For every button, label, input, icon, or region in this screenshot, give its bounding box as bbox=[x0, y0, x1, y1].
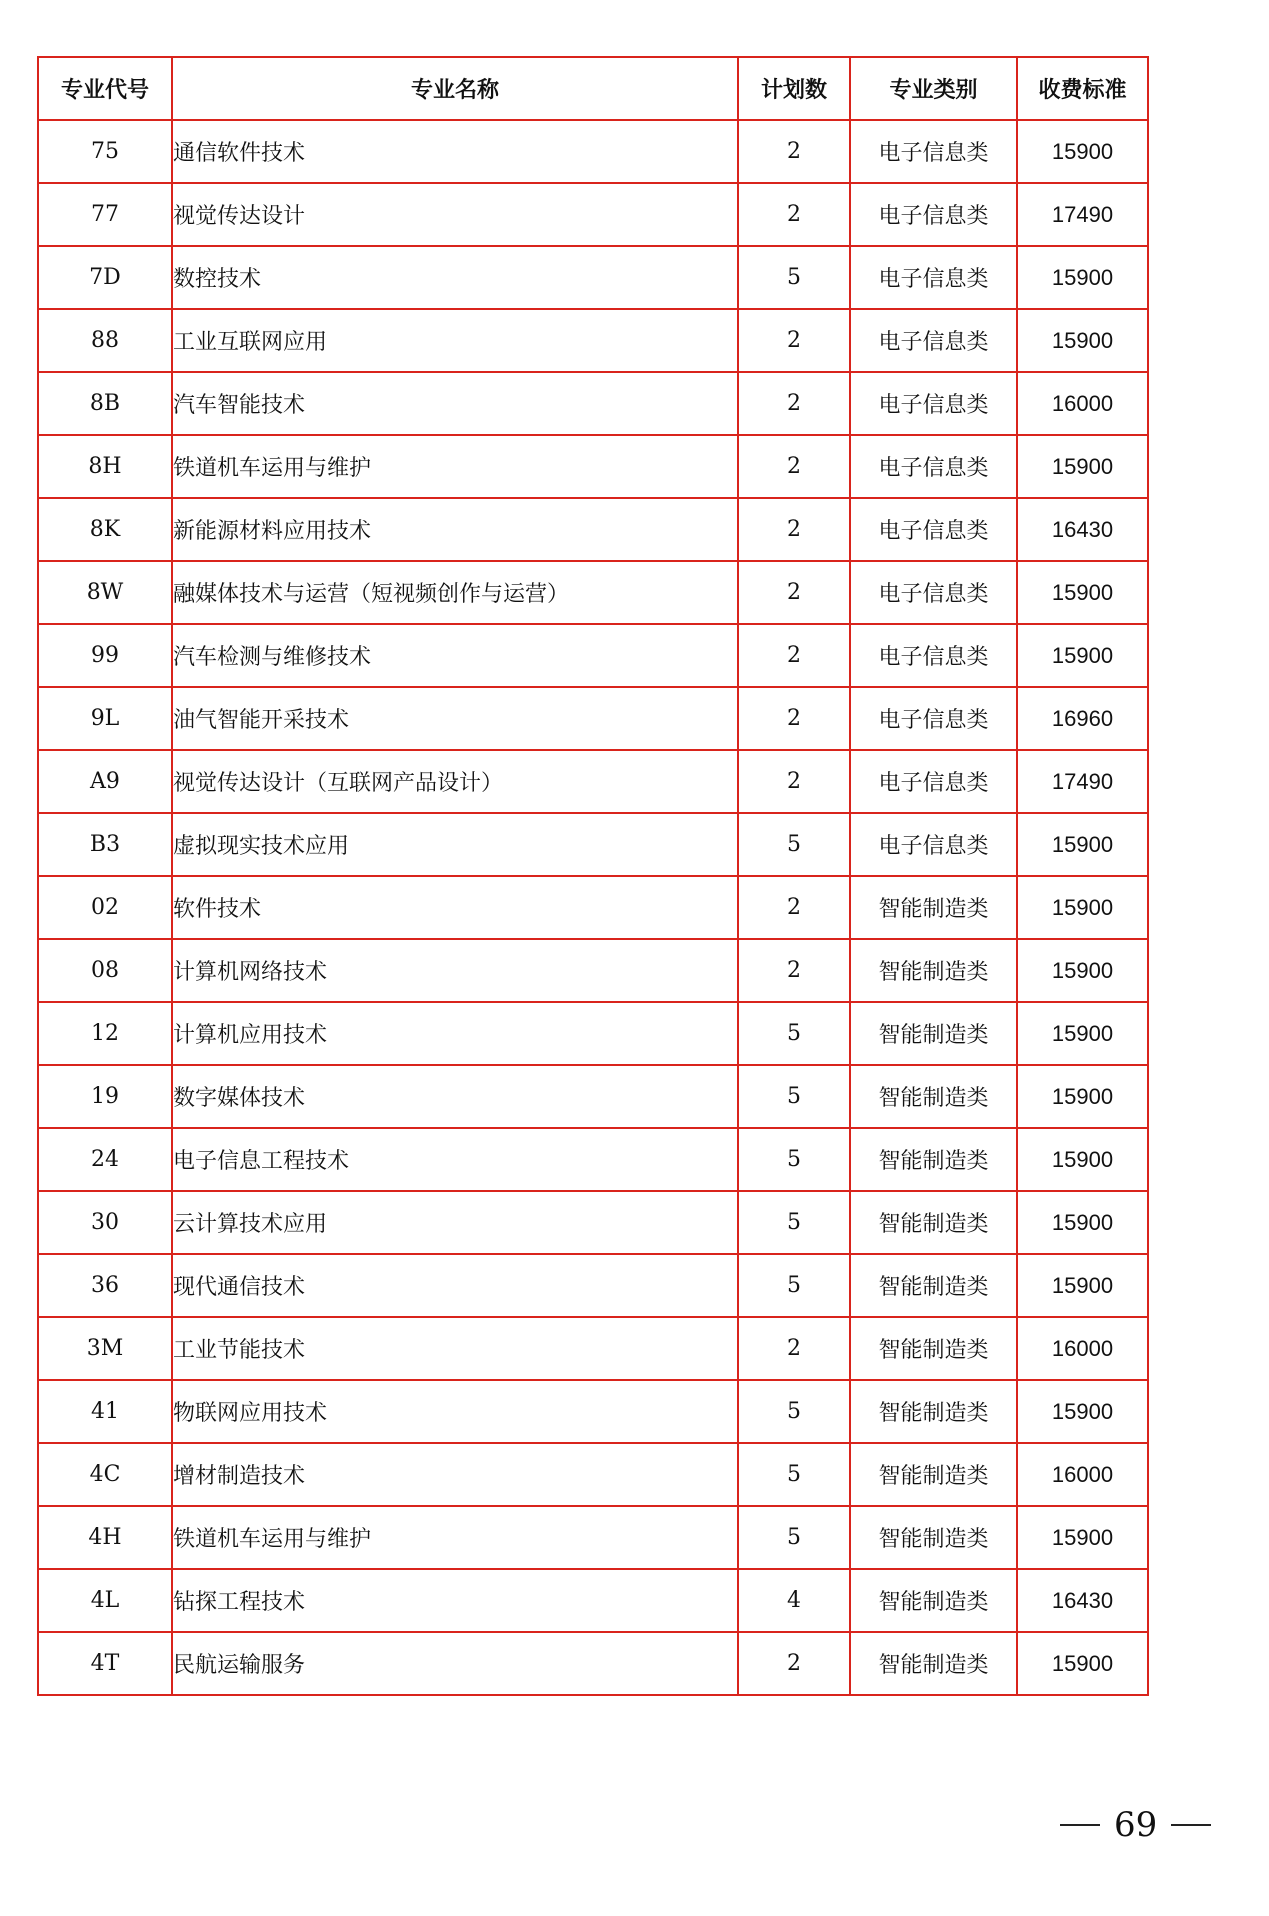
cell-major-category: 电子信息类 bbox=[850, 687, 1017, 750]
cell-major-category: 智能制造类 bbox=[850, 1443, 1017, 1506]
table-row bbox=[38, 246, 1148, 309]
cell-major-category: 智能制造类 bbox=[850, 1632, 1017, 1695]
table-row bbox=[38, 498, 1148, 561]
cell-major-category: 电子信息类 bbox=[850, 372, 1017, 435]
cell-fee-standard: 15900 bbox=[1017, 876, 1148, 939]
table-row bbox=[38, 372, 1148, 435]
cell-major-name: 增材制造技术 bbox=[172, 1443, 738, 1506]
cell-major-code: 4C bbox=[38, 1443, 172, 1506]
table-row bbox=[38, 1569, 1148, 1632]
cell-fee-standard: 15900 bbox=[1017, 1632, 1148, 1695]
cell-major-name: 融媒体技术与运营（短视频创作与运营） bbox=[172, 561, 738, 624]
table-row bbox=[38, 876, 1148, 939]
cell-plan-count: 5 bbox=[738, 1128, 850, 1191]
cell-major-code: 4H bbox=[38, 1506, 172, 1569]
cell-major-category: 智能制造类 bbox=[850, 1506, 1017, 1569]
cell-major-name: 新能源材料应用技术 bbox=[172, 498, 738, 561]
cell-major-name: 汽车智能技术 bbox=[172, 372, 738, 435]
cell-major-category: 电子信息类 bbox=[850, 120, 1017, 183]
cell-major-code: 77 bbox=[38, 183, 172, 246]
cell-major-category: 智能制造类 bbox=[850, 1317, 1017, 1380]
cell-fee-standard: 15900 bbox=[1017, 435, 1148, 498]
cell-major-code: 08 bbox=[38, 939, 172, 1002]
cell-major-name: 工业互联网应用 bbox=[172, 309, 738, 372]
cell-plan-count: 2 bbox=[738, 183, 850, 246]
cell-major-name: 民航运输服务 bbox=[172, 1632, 738, 1695]
cell-major-name: 云计算技术应用 bbox=[172, 1191, 738, 1254]
cell-plan-count: 5 bbox=[738, 246, 850, 309]
table-row bbox=[38, 1065, 1148, 1128]
table-row bbox=[38, 1317, 1148, 1380]
cell-fee-standard: 16000 bbox=[1017, 372, 1148, 435]
cell-plan-count: 5 bbox=[738, 1191, 850, 1254]
table-row bbox=[38, 813, 1148, 876]
cell-major-category: 电子信息类 bbox=[850, 183, 1017, 246]
cell-major-code: 41 bbox=[38, 1380, 172, 1443]
cell-fee-standard: 15900 bbox=[1017, 120, 1148, 183]
cell-plan-count: 4 bbox=[738, 1569, 850, 1632]
cell-fee-standard: 15900 bbox=[1017, 1002, 1148, 1065]
cell-major-category: 智能制造类 bbox=[850, 1002, 1017, 1065]
cell-major-name: 电子信息工程技术 bbox=[172, 1128, 738, 1191]
cell-plan-count: 2 bbox=[738, 561, 850, 624]
cell-plan-count: 2 bbox=[738, 498, 850, 561]
table-row bbox=[38, 1254, 1148, 1317]
cell-major-code: 8W bbox=[38, 561, 172, 624]
cell-plan-count: 5 bbox=[738, 1443, 850, 1506]
table-row bbox=[38, 120, 1148, 183]
cell-plan-count: 2 bbox=[738, 435, 850, 498]
cell-major-name: 油气智能开采技术 bbox=[172, 687, 738, 750]
cell-major-code: 36 bbox=[38, 1254, 172, 1317]
cell-major-category: 智能制造类 bbox=[850, 1128, 1017, 1191]
cell-major-category: 电子信息类 bbox=[850, 309, 1017, 372]
table-row bbox=[38, 939, 1148, 1002]
cell-fee-standard: 15900 bbox=[1017, 1254, 1148, 1317]
cell-major-category: 电子信息类 bbox=[850, 435, 1017, 498]
right-dash bbox=[1171, 1824, 1211, 1826]
table-row bbox=[38, 1002, 1148, 1065]
cell-fee-standard: 16960 bbox=[1017, 687, 1148, 750]
header-plan-count: 计划数 bbox=[738, 57, 850, 120]
cell-major-name: 数控技术 bbox=[172, 246, 738, 309]
cell-plan-count: 2 bbox=[738, 120, 850, 183]
table-row bbox=[38, 1191, 1148, 1254]
cell-plan-count: 2 bbox=[738, 687, 850, 750]
cell-fee-standard: 15900 bbox=[1017, 309, 1148, 372]
cell-major-code: 7D bbox=[38, 246, 172, 309]
cell-major-name: 汽车检测与维修技术 bbox=[172, 624, 738, 687]
cell-fee-standard: 15900 bbox=[1017, 1128, 1148, 1191]
cell-major-category: 电子信息类 bbox=[850, 624, 1017, 687]
cell-fee-standard: 17490 bbox=[1017, 183, 1148, 246]
cell-major-name: 物联网应用技术 bbox=[172, 1380, 738, 1443]
cell-major-name: 工业节能技术 bbox=[172, 1317, 738, 1380]
enrollment-plan-table bbox=[37, 56, 1149, 1696]
table-row bbox=[38, 624, 1148, 687]
cell-plan-count: 2 bbox=[738, 309, 850, 372]
cell-plan-count: 2 bbox=[738, 1317, 850, 1380]
cell-major-code: 4L bbox=[38, 1569, 172, 1632]
cell-plan-count: 5 bbox=[738, 1002, 850, 1065]
cell-fee-standard: 16000 bbox=[1017, 1317, 1148, 1380]
table-row bbox=[38, 687, 1148, 750]
cell-plan-count: 2 bbox=[738, 876, 850, 939]
table-row bbox=[38, 1443, 1148, 1506]
cell-major-code: 8H bbox=[38, 435, 172, 498]
cell-major-name: 钻探工程技术 bbox=[172, 1569, 738, 1632]
table-row bbox=[38, 1506, 1148, 1569]
table-row bbox=[38, 183, 1148, 246]
cell-major-name: 数字媒体技术 bbox=[172, 1065, 738, 1128]
page-footer bbox=[1060, 1805, 1240, 1845]
cell-major-name: 计算机应用技术 bbox=[172, 1002, 738, 1065]
cell-major-category: 电子信息类 bbox=[850, 498, 1017, 561]
table-header-row bbox=[38, 57, 1148, 120]
table-row bbox=[38, 309, 1148, 372]
table-row bbox=[38, 435, 1148, 498]
cell-plan-count: 5 bbox=[738, 813, 850, 876]
cell-major-name: 视觉传达设计（互联网产品设计） bbox=[172, 750, 738, 813]
cell-major-code: 02 bbox=[38, 876, 172, 939]
cell-major-code: 99 bbox=[38, 624, 172, 687]
cell-plan-count: 5 bbox=[738, 1506, 850, 1569]
cell-major-code: 4T bbox=[38, 1632, 172, 1695]
cell-major-name: 软件技术 bbox=[172, 876, 738, 939]
cell-major-name: 通信软件技术 bbox=[172, 120, 738, 183]
page-number: 69 bbox=[1114, 1805, 1158, 1845]
cell-fee-standard: 15900 bbox=[1017, 624, 1148, 687]
cell-fee-standard: 15900 bbox=[1017, 561, 1148, 624]
cell-plan-count: 2 bbox=[738, 750, 850, 813]
cell-plan-count: 2 bbox=[738, 624, 850, 687]
cell-plan-count: 2 bbox=[738, 939, 850, 1002]
cell-major-category: 智能制造类 bbox=[850, 1254, 1017, 1317]
cell-major-category: 智能制造类 bbox=[850, 939, 1017, 1002]
cell-major-name: 虚拟现实技术应用 bbox=[172, 813, 738, 876]
cell-major-code: 19 bbox=[38, 1065, 172, 1128]
cell-major-code: 8K bbox=[38, 498, 172, 561]
cell-plan-count: 5 bbox=[738, 1065, 850, 1128]
cell-plan-count: 2 bbox=[738, 372, 850, 435]
cell-major-code: 3M bbox=[38, 1317, 172, 1380]
cell-fee-standard: 15900 bbox=[1017, 1065, 1148, 1128]
table-row bbox=[38, 750, 1148, 813]
header-major-code: 专业代号 bbox=[38, 57, 172, 120]
cell-fee-standard: 17490 bbox=[1017, 750, 1148, 813]
cell-major-code: 30 bbox=[38, 1191, 172, 1254]
cell-major-code: A9 bbox=[38, 750, 172, 813]
header-major-name: 专业名称 bbox=[172, 57, 738, 120]
cell-fee-standard: 15900 bbox=[1017, 1380, 1148, 1443]
cell-fee-standard: 15900 bbox=[1017, 1506, 1148, 1569]
cell-major-name: 视觉传达设计 bbox=[172, 183, 738, 246]
cell-plan-count: 2 bbox=[738, 1632, 850, 1695]
left-dash bbox=[1060, 1824, 1100, 1826]
cell-major-name: 铁道机车运用与维护 bbox=[172, 1506, 738, 1569]
cell-fee-standard: 15900 bbox=[1017, 813, 1148, 876]
cell-fee-standard: 16430 bbox=[1017, 1569, 1148, 1632]
table-row bbox=[38, 561, 1148, 624]
cell-plan-count: 5 bbox=[738, 1380, 850, 1443]
table-row bbox=[38, 1128, 1148, 1191]
cell-fee-standard: 16000 bbox=[1017, 1443, 1148, 1506]
cell-major-name: 计算机网络技术 bbox=[172, 939, 738, 1002]
cell-fee-standard: 15900 bbox=[1017, 246, 1148, 309]
header-major-category: 专业类别 bbox=[850, 57, 1017, 120]
cell-fee-standard: 16430 bbox=[1017, 498, 1148, 561]
cell-major-category: 电子信息类 bbox=[850, 750, 1017, 813]
cell-plan-count: 5 bbox=[738, 1254, 850, 1317]
cell-major-code: 24 bbox=[38, 1128, 172, 1191]
cell-major-category: 智能制造类 bbox=[850, 1380, 1017, 1443]
cell-major-category: 智能制造类 bbox=[850, 1065, 1017, 1128]
table-row bbox=[38, 1632, 1148, 1695]
cell-major-category: 智能制造类 bbox=[850, 1569, 1017, 1632]
table-body bbox=[38, 120, 1148, 1695]
table-row bbox=[38, 1380, 1148, 1443]
cell-major-code: 12 bbox=[38, 1002, 172, 1065]
cell-major-name: 现代通信技术 bbox=[172, 1254, 738, 1317]
cell-major-category: 智能制造类 bbox=[850, 1191, 1017, 1254]
cell-major-category: 电子信息类 bbox=[850, 561, 1017, 624]
cell-fee-standard: 15900 bbox=[1017, 939, 1148, 1002]
header-fee-standard: 收费标准 bbox=[1017, 57, 1148, 120]
cell-major-code: 88 bbox=[38, 309, 172, 372]
cell-major-code: 8B bbox=[38, 372, 172, 435]
cell-major-code: B3 bbox=[38, 813, 172, 876]
cell-major-name: 铁道机车运用与维护 bbox=[172, 435, 738, 498]
cell-major-category: 智能制造类 bbox=[850, 876, 1017, 939]
cell-major-code: 75 bbox=[38, 120, 172, 183]
cell-fee-standard: 15900 bbox=[1017, 1191, 1148, 1254]
cell-major-code: 9L bbox=[38, 687, 172, 750]
cell-major-category: 电子信息类 bbox=[850, 246, 1017, 309]
cell-major-category: 电子信息类 bbox=[850, 813, 1017, 876]
